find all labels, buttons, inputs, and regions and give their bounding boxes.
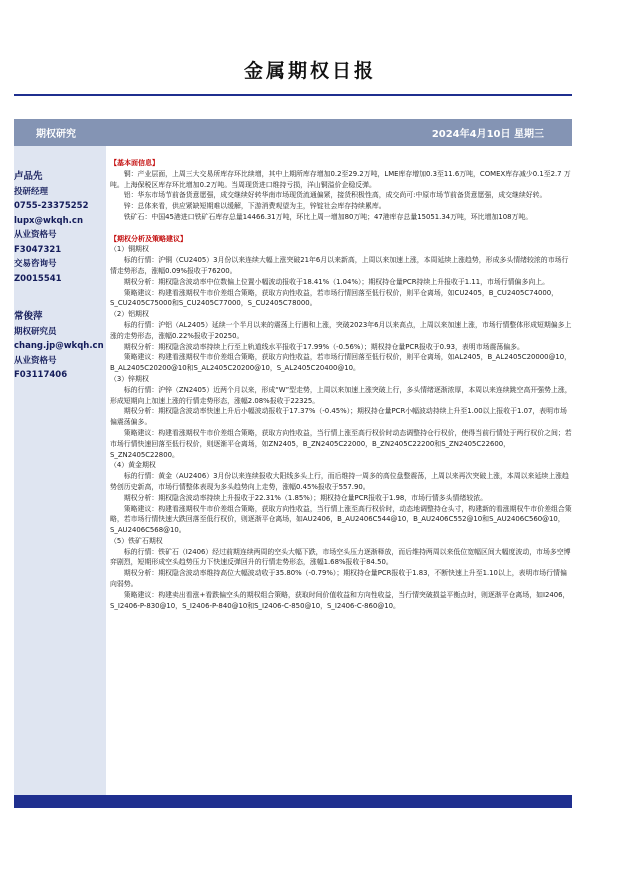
paragraph: 期权分析：期权隐含波动率持续上升报收于22.31%（1.85%）；期权持仓量PCR报收于1.98，市场行情多头情绪较浓。 [110,493,487,502]
paragraph: 铜：产业层面，上周三大交易所库存环比续增，其中上期所库存增加0.2至29.2万吨，LME库存增加0.3至11.6万吨，COMEX库存减少0.1至2.7 万吨。上海保税区库存环比增加0.2万吨。当周现货进口维持亏损，洋山铜溢价企稳反弹。 [110,169,571,189]
paragraph: 期权分析：期权隐含波动率维持高位大幅波动收于35.80%（-0.79%）；期权持仓量PCR报收于1.83，不断快速上升至1.10以上，表明市场行情偏向弱势。 [110,569,567,589]
report-title: 金属期权日报 [243,60,376,82]
paragraph: 策略建议：构建看涨期权牛市价差组合策略，获取方向性收益，若市场行情回落至低行权价，则平仓离场，如CU2405，B_CU2405C74000，S_CU2405C75000和S_CU2405C77000，S_CU2405C78000。 [110,288,558,308]
sidebar-label: 从业资格号 [14,355,57,366]
footer-bar [14,795,572,808]
subsection-heading: （3）锌期权 [110,374,149,383]
subsection-heading: （5）铁矿石期权 [110,536,163,545]
sidebar-name: 常俊萍 [14,311,43,322]
report-category: 期权研究 [36,129,76,140]
spacer [110,223,572,234]
sidebar-name: 卢品先 [14,171,43,182]
sidebar-label: 交易咨询号 [14,259,57,269]
report-body [110,158,572,611]
paragraph: 锌：总体来看，供应紧缺短期难以缓解，下游消费观望为主，锌锭社会库存持续累库。 [110,202,386,211]
header-rule [14,94,572,96]
paragraph: 策略建议：构建看涨期权牛市价差组合策略，获取方向性收益，当行情上涨至高行权价时，动态地调整持仓头寸，构建新的看涨期权牛市价差组合策略，若市场行情快速大跌回落至低行权价，则逐渐平仓离场，如AU2406，B_AU2406C544@10，B_AU2406C552@10和S_AU2406C560@10，S_AU2406C568@10。 [110,504,572,535]
paragraph: 标的行情：沪铝（AL2405）延续一个半月以来的震荡上行遇和上涨，突破2023年6月以来高点，上周以来加速上涨，市场行情整体形成短期偏多上涨的走势形态，涨幅0.22%报收于20250。 [110,320,572,340]
sidebar-info: chang.jp@wkqh.cn [14,341,104,351]
section-heading: 【期权分析及策略建议】 [110,234,187,243]
subsection-heading: （2）铝期权 [110,310,149,319]
report-date: 2024年4月10日 星期三 [431,129,544,140]
subsection-heading: （4）黄金期权 [110,461,156,470]
paragraph: 铁矿石：中国45港进口铁矿石库存总量14466.31万吨，环比上周一增加80万吨；47港库存总量15051.34万吨，环比增加108万吨。 [110,212,533,221]
sidebar-label: 从业资格号 [14,230,57,240]
sidebar-info: lupx@wkqh.cn [14,215,83,226]
subsection-heading: （1）铜期权 [110,245,149,254]
analyst-sidebar [14,170,106,383]
paragraph: 标的行情：铁矿石（I2406）经过前期连续两周的空头大幅下跌，市场空头压力逐渐释放，而后维持两周以来低位宽幅区间大幅度波动，市场多空博弈剧烈，短期形成空头趋势压力下快速反弹回升的行情走势形态，涨幅1.68%报收于84.50。 [110,547,571,567]
sidebar-spacer [14,286,106,310]
sidebar-info: Z0015541 [14,273,62,284]
paragraph: 铝：华东市场节前备货意愿强，成交继续好转华南市场现货流通偏紧，接货积极性高，成交尚可:中原市场节前备货意愿强，成交继续好转。 [110,191,547,200]
paragraph: 策略建议：构建看涨期权牛市价差组合策略，获取方向性收益，当行情上涨至高行权价时动态调整持仓行权价，使得当前行情处于两行权价之间；若市场行情快速回落至低行权价，则逐渐平仓离场，如ZN2405，B_ZN2405C22000，B_ZN2405C22200和S_ZN2405C22600，S_ZN2405C22800。 [110,428,572,459]
sidebar-label: 期权研究员 [14,326,57,337]
section-heading: 【基本面信息】 [110,159,159,167]
paragraph: 标的行情：沪铜（CU2405）3月份以来连续大幅上涨突破21年6月以来新高，上周以来加速上涨，本周延续上涨趋势，形成多头情绪较浓的市场行情走势形态，涨幅0.09%报收于76200。 [110,256,569,275]
paragraph: 标的行情：沪锌（ZN2405）近两个月以来，形成“W”型走势，上周以来加速上涨突破上行，多头情绪逐渐浓厚，本周以来连续跳空高开强势上涨，形成短期向上加速上涨的行情走势形态，涨幅2.08%报收于22325。 [110,385,572,405]
sidebar-label: 投研经理 [14,186,49,197]
paragraph: 期权分析：期权隐含波动率中位数偏上位置小幅波动报收于18.41%（1.04%）；期权持仓量PCR持续上升报收于1.11，市场行情偏多向上。 [110,277,550,286]
paragraph: 期权分析：期权隐含波动率持续上行至上轨道线水平报收于17.99%（-0.56%）；期权持仓量PCR报收于0.93，表明市场震荡偏多。 [110,342,524,351]
paragraph: 策略建议：构建卖出看涨+看跌偏空头的期权组合策略，获取时间价值收益和方向性收益，当行情突破损益平衡点时，则逐渐平仓离场，如I2406，S_I2406-P-830@10，S_I2406-P-840@10和S_I2406-C-850@10，S_I2406-C-860@10。 [110,590,570,610]
paragraph: 标的行情：黄金（AU2406）3月份以来连续报收大阳线多头上行，而后维持一周多的高位盘整震荡，上周以来再次突破上涨，本周以来延续上涨趋势创历史新高，市场行情整体表现为多头趋势向上走势，涨幅0.45%报收于557.90。 [110,472,569,491]
sidebar-info: 0755-23375252 [14,201,89,211]
sidebar-info: F3047321 [14,244,62,255]
sidebar-info: F03117406 [14,370,68,380]
paragraph: 期权分析：期权隐含波动率快速上升后小幅波动报收于17.37%（-0.45%）；期权持仓量PCR小幅波动持续上升至1.00以上报收于1.07，表明市场偏震荡偏多。 [110,407,567,427]
paragraph: 策略建议：构建看涨期权牛市价差组合策略，获取方向性收益，若市场行情回落至低行权价，则平仓离场，如AL2405，B_AL2405C20000@10，B_AL2405C20200@10和S_AL2405C20200@10，S_AL2405C20400@10。 [110,353,572,373]
